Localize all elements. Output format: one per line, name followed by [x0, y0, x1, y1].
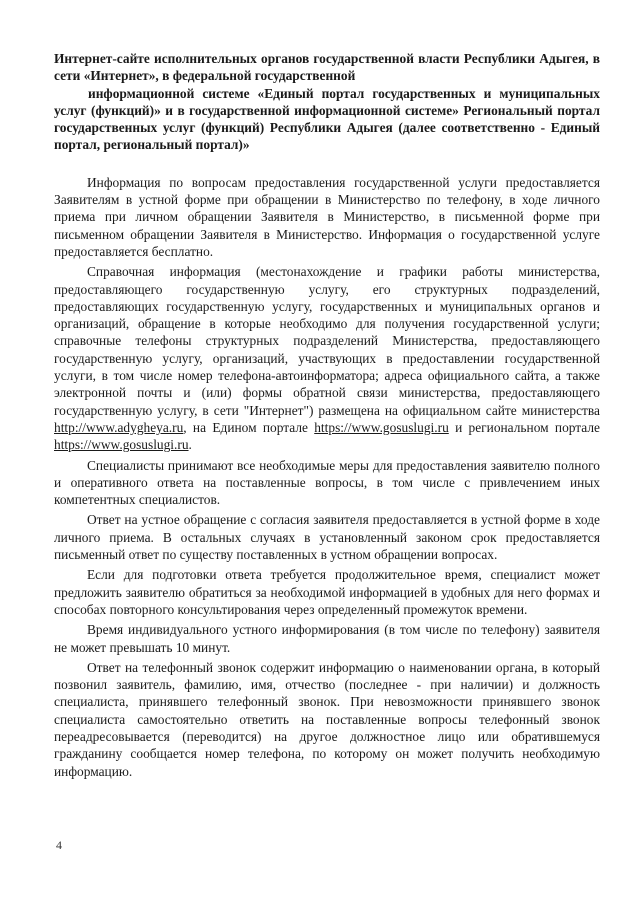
paragraph-phone-call: Ответ на телефонный звонок содержит информацию о наименовании органа, в который позвонил заявитель, фамилию, имя, отчество (последнее - при наличии) и должность специалиста, принявшего телефонный звонок. При невозможности принявшего звонок специалиста самостоятельно ответить на поставленные вопросы телефонный звонок переадресовывается (переводится) на другое должностное лицо или обратившемуся гражданину сообщается номер телефона, по которому он может получить необходимую информацию. [54, 659, 600, 779]
heading-line-block-1: Интернет-сайте исполнительных органов государственной власти Республики Адыгея, в сети «Интернет», в федеральной государственной [54, 51, 600, 84]
paragraph-reference-end: . [188, 437, 192, 453]
paragraph-reference-text-3: и региональном портале [448, 419, 600, 435]
document-page [54, 50, 600, 780]
link-gosuslugi-unified[interactable]: https://www.gosuslugi.ru [314, 419, 449, 435]
document-body [54, 174, 600, 780]
paragraph-info-channels: Информация по вопросам предоставления государственной услуги предоставляется Заявителям в устной форме при обращении в Министерство по телефону, в ходе личного приема при личном обращении Заявителя в Министерство, в письменной форме при письменном обращении Заявителя в Министерство. Информация о государственной услуге предоставляется бесплатно. [54, 174, 600, 259]
link-gosuslugi-regional[interactable]: https://www.gosuslugi.ru [54, 437, 189, 453]
link-adygheya[interactable]: http://www.adygheya.ru [54, 419, 184, 435]
paragraph-time-limit: Время индивидуального устного информирования (в том числе по телефону) заявителя не может превышать 10 минут. [54, 622, 600, 655]
paragraph-specialists: Специалисты принимают все необходимые меры для предоставления заявителю полного и оперативного ответа на поставленные вопросы, в том числе с привлечением иных компетентных специалистов. [54, 457, 600, 508]
section-heading [54, 50, 600, 154]
heading-line-block-2: информационной системе «Единый портал государственных и муниципальных услуг (функций)» и в государственной информационной системе» Региональный портал государственных услуг (функций) Республики Адыгея (далее соответственно - Единый портал, региональный портал)» [54, 85, 600, 153]
paragraph-reference-info [54, 263, 600, 453]
paragraph-reference-text-2: , на Едином портале [183, 419, 315, 435]
paragraph-oral-answer: Ответ на устное обращение с согласия заявителя предоставляется в устной форме в ходе личного приема. В остальных случаях в установленный законом срок предоставляется письменный ответ по существу поставленных в устном обращении вопросах. [54, 512, 600, 563]
paragraph-reference-text: Справочная информация (местонахождение и графики работы министерства, предоставляющего государственную услугу, его структурных подразделений, предоставляющих государственную услугу, государственных и муниципальных органов и организаций, обращение в которые необходимо для получения государственной услуги; справочные телефоны структурных подразделений Министерства, предоставляющего государственную услугу, организаций, участвующих в предоставлении государственной услуги, в том числе номер телефона-автоинформатора; адреса официального сайта, а также электронной почты и (или) формы обратной связи министерства, предоставляющего государственную услугу, в сети "Интернет") размещена на официальном сайте министерства [54, 264, 600, 418]
page-number: 4 [56, 838, 62, 852]
paragraph-long-preparation: Если для подготовки ответа требуется продолжительное время, специалист может предложить заявителю обратиться за необходимой информацией в удобных для него формах и способах повторного консультирования через определенный промежуток времени. [54, 567, 600, 617]
